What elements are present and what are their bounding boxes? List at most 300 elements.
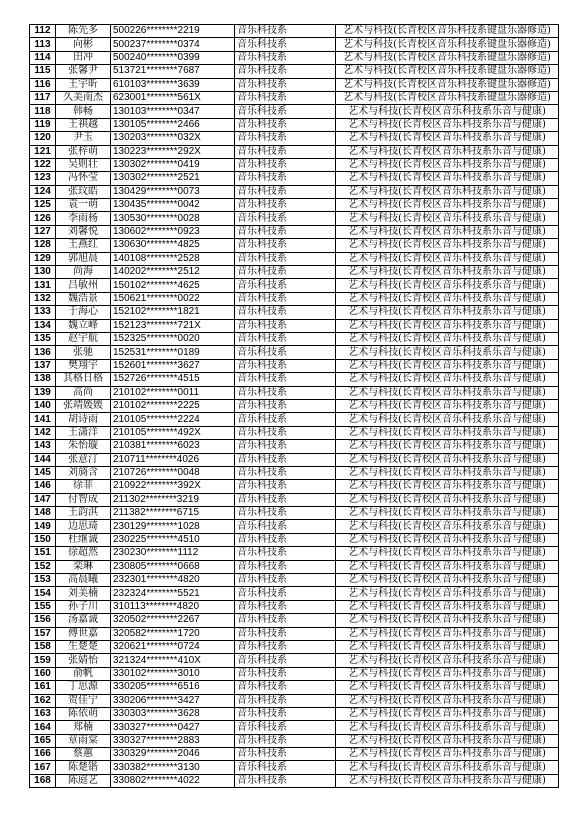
- department-cell: 音乐科技系: [235, 306, 336, 319]
- program-direction-cell: 艺术与科技(长青校区音乐科技系键盘乐器修造): [336, 25, 559, 38]
- student-name-cell: 贺佳宁: [56, 694, 111, 707]
- department-cell: 音乐科技系: [235, 346, 336, 359]
- row-number-cell: 117: [30, 91, 56, 104]
- program-direction-cell: 艺术与科技(长青校区音乐科技系乐音与健康): [336, 158, 559, 171]
- table-row: [30, 748, 559, 761]
- table-row: [30, 292, 559, 305]
- table-row: [30, 132, 559, 145]
- program-direction-cell: 艺术与科技(长青校区音乐科技系乐音与健康): [336, 614, 559, 627]
- student-name-cell: 吴则壮: [56, 158, 111, 171]
- id-number-cell: 152726********4515: [111, 373, 235, 386]
- table-row: [30, 51, 559, 64]
- row-number-cell: 153: [30, 574, 56, 587]
- program-direction-cell: 艺术与科技(长青校区音乐科技系乐音与健康): [336, 667, 559, 680]
- row-number-cell: 158: [30, 640, 56, 653]
- id-number-cell: 130103********0347: [111, 105, 235, 118]
- program-direction-cell: 艺术与科技(长青校区音乐科技系乐音与健康): [336, 587, 559, 600]
- program-direction-cell: 艺术与科技(长青校区音乐科技系乐音与健康): [336, 547, 559, 560]
- student-name-cell: 王宇昕: [56, 78, 111, 91]
- id-number-cell: 310113********4820: [111, 600, 235, 613]
- student-name-cell: 张馨尹: [56, 65, 111, 78]
- department-cell: 音乐科技系: [235, 480, 336, 493]
- program-direction-cell: 艺术与科技(长青校区音乐科技系乐音与健康): [336, 319, 559, 332]
- student-name-cell: 袁一萌: [56, 199, 111, 212]
- student-name-cell: 刘旖含: [56, 466, 111, 479]
- table-row: [30, 574, 559, 587]
- program-direction-cell: 艺术与科技(长青校区音乐科技系乐音与健康): [336, 654, 559, 667]
- table-row: [30, 627, 559, 640]
- student-name-cell: 李雨杨: [56, 212, 111, 225]
- department-cell: 音乐科技系: [235, 266, 336, 279]
- table-row: [30, 373, 559, 386]
- department-cell: 音乐科技系: [235, 654, 336, 667]
- student-name-cell: 俞帆: [56, 667, 111, 680]
- program-direction-cell: 艺术与科技(长青校区音乐科技系键盘乐器修造): [336, 91, 559, 104]
- row-number-cell: 126: [30, 212, 56, 225]
- student-name-cell: 高晨曦: [56, 574, 111, 587]
- id-number-cell: 130630********4825: [111, 239, 235, 252]
- student-name-cell: 丁思源: [56, 681, 111, 694]
- department-cell: 音乐科技系: [235, 453, 336, 466]
- id-number-cell: 610103********3639: [111, 78, 235, 91]
- department-cell: 音乐科技系: [235, 667, 336, 680]
- department-cell: 音乐科技系: [235, 681, 336, 694]
- id-number-cell: 210102********2225: [111, 399, 235, 412]
- id-number-cell: 321324********410X: [111, 654, 235, 667]
- id-number-cell: 210105********492X: [111, 426, 235, 439]
- student-name-cell: 郭旭晨: [56, 252, 111, 265]
- student-name-cell: 张驰: [56, 346, 111, 359]
- row-number-cell: 148: [30, 507, 56, 520]
- id-number-cell: 232301********4820: [111, 574, 235, 587]
- program-direction-cell: 艺术与科技(长青校区音乐科技系乐音与健康): [336, 533, 559, 546]
- department-cell: 音乐科技系: [235, 319, 336, 332]
- student-name-cell: 刘美楠: [56, 587, 111, 600]
- student-name-cell: 杜继诚: [56, 533, 111, 546]
- student-name-cell: 韩畅: [56, 105, 111, 118]
- program-direction-cell: 艺术与科技(长青校区音乐科技系乐音与健康): [336, 145, 559, 158]
- table-row: [30, 774, 559, 787]
- id-number-cell: 330303********3628: [111, 707, 235, 720]
- id-number-cell: 210381********6023: [111, 440, 235, 453]
- row-number-cell: 131: [30, 279, 56, 292]
- row-number-cell: 114: [30, 51, 56, 64]
- id-number-cell: 130429********0073: [111, 185, 235, 198]
- department-cell: 音乐科技系: [235, 614, 336, 627]
- row-number-cell: 167: [30, 761, 56, 774]
- student-name-cell: 张靖媛媛: [56, 399, 111, 412]
- row-number-cell: 154: [30, 587, 56, 600]
- program-direction-cell: 艺术与科技(长青校区音乐科技系乐音与健康): [336, 199, 559, 212]
- department-cell: 音乐科技系: [235, 761, 336, 774]
- department-cell: 音乐科技系: [235, 587, 336, 600]
- table-row: [30, 640, 559, 653]
- id-number-cell: 130302********2521: [111, 172, 235, 185]
- program-direction-cell: 艺术与科技(长青校区音乐科技系乐音与健康): [336, 172, 559, 185]
- table-row: [30, 507, 559, 520]
- student-name-cell: 蔡蕙: [56, 748, 111, 761]
- department-cell: 音乐科技系: [235, 413, 336, 426]
- department-cell: 音乐科技系: [235, 373, 336, 386]
- row-number-cell: 157: [30, 627, 56, 640]
- id-number-cell: 230230********1112: [111, 547, 235, 560]
- id-number-cell: 230225********4510: [111, 533, 235, 546]
- row-number-cell: 155: [30, 600, 56, 613]
- program-direction-cell: 艺术与科技(长青校区音乐科技系乐音与健康): [336, 306, 559, 319]
- table-row: [30, 466, 559, 479]
- row-number-cell: 125: [30, 199, 56, 212]
- student-name-cell: 傅世嘉: [56, 627, 111, 640]
- row-number-cell: 140: [30, 399, 56, 412]
- program-direction-cell: 艺术与科技(长青校区音乐科技系乐音与健康): [336, 266, 559, 279]
- student-name-cell: 田冲: [56, 51, 111, 64]
- department-cell: 音乐科技系: [235, 65, 336, 78]
- department-cell: 音乐科技系: [235, 38, 336, 51]
- table-row: [30, 734, 559, 747]
- program-direction-cell: 艺术与科技(长青校区音乐科技系键盘乐器修造): [336, 78, 559, 91]
- table-row: [30, 654, 559, 667]
- id-number-cell: 152102********1821: [111, 306, 235, 319]
- row-number-cell: 119: [30, 118, 56, 131]
- row-number-cell: 130: [30, 266, 56, 279]
- id-number-cell: 330329********2046: [111, 748, 235, 761]
- id-number-cell: 130435********0042: [111, 199, 235, 212]
- program-direction-cell: 艺术与科技(长青校区音乐科技系乐音与健康): [336, 225, 559, 238]
- department-cell: 音乐科技系: [235, 493, 336, 506]
- table-row: [30, 533, 559, 546]
- row-number-cell: 139: [30, 386, 56, 399]
- row-number-cell: 144: [30, 453, 56, 466]
- row-number-cell: 160: [30, 667, 56, 680]
- student-name-cell: 张婧怡: [56, 654, 111, 667]
- department-cell: 音乐科技系: [235, 694, 336, 707]
- id-number-cell: 152531********0189: [111, 346, 235, 359]
- department-cell: 音乐科技系: [235, 721, 336, 734]
- program-direction-cell: 艺术与科技(长青校区音乐科技系乐音与健康): [336, 480, 559, 493]
- table-row: [30, 346, 559, 359]
- student-name-cell: 孙子川: [56, 600, 111, 613]
- student-name-cell: 向彬: [56, 38, 111, 51]
- program-direction-cell: 艺术与科技(长青校区音乐科技系乐音与健康): [336, 185, 559, 198]
- student-name-cell: 栾琳: [56, 560, 111, 573]
- student-name-cell: 生楚楚: [56, 640, 111, 653]
- program-direction-cell: 艺术与科技(长青校区音乐科技系乐音与健康): [336, 132, 559, 145]
- program-direction-cell: 艺术与科技(长青校区音乐科技系键盘乐器修造): [336, 51, 559, 64]
- table-row: [30, 681, 559, 694]
- department-cell: 音乐科技系: [235, 118, 336, 131]
- department-cell: 音乐科技系: [235, 466, 336, 479]
- department-cell: 音乐科技系: [235, 560, 336, 573]
- student-name-cell: 徐超然: [56, 547, 111, 560]
- department-cell: 音乐科技系: [235, 547, 336, 560]
- department-cell: 音乐科技系: [235, 520, 336, 533]
- student-name-cell: 于海心: [56, 306, 111, 319]
- id-number-cell: 150102********4625: [111, 279, 235, 292]
- department-cell: 音乐科技系: [235, 145, 336, 158]
- student-name-cell: 陈依萌: [56, 707, 111, 720]
- id-number-cell: 330382********3130: [111, 761, 235, 774]
- student-name-cell: 王韵淇: [56, 507, 111, 520]
- id-number-cell: 130302********0419: [111, 158, 235, 171]
- table-row: [30, 332, 559, 345]
- row-number-cell: 136: [30, 346, 56, 359]
- student-name-cell: 魏浩景: [56, 292, 111, 305]
- department-cell: 音乐科技系: [235, 172, 336, 185]
- program-direction-cell: 艺术与科技(长青校区音乐科技系乐音与健康): [336, 748, 559, 761]
- table-row: [30, 158, 559, 171]
- student-name-cell: 陈楚锴: [56, 761, 111, 774]
- student-name-cell: 魏立峰: [56, 319, 111, 332]
- row-number-cell: 123: [30, 172, 56, 185]
- student-name-cell: 章雨棠: [56, 734, 111, 747]
- student-name-cell: 朱怡璇: [56, 440, 111, 453]
- department-cell: 音乐科技系: [235, 199, 336, 212]
- table-row: [30, 306, 559, 319]
- department-cell: 音乐科技系: [235, 386, 336, 399]
- row-number-cell: 146: [30, 480, 56, 493]
- program-direction-cell: 艺术与科技(长青校区音乐科技系乐音与健康): [336, 359, 559, 372]
- department-cell: 音乐科技系: [235, 507, 336, 520]
- table-row: [30, 560, 559, 573]
- department-cell: 音乐科技系: [235, 132, 336, 145]
- program-direction-cell: 艺术与科技(长青校区音乐科技系乐音与健康): [336, 466, 559, 479]
- department-cell: 音乐科技系: [235, 734, 336, 747]
- row-number-cell: 162: [30, 694, 56, 707]
- id-number-cell: 210922********392X: [111, 480, 235, 493]
- department-cell: 音乐科技系: [235, 292, 336, 305]
- table-row: [30, 266, 559, 279]
- table-row: [30, 426, 559, 439]
- row-number-cell: 149: [30, 520, 56, 533]
- program-direction-cell: 艺术与科技(长青校区音乐科技系乐音与健康): [336, 493, 559, 506]
- table-row: [30, 172, 559, 185]
- row-number-cell: 135: [30, 332, 56, 345]
- department-cell: 音乐科技系: [235, 279, 336, 292]
- program-direction-cell: 艺术与科技(长青校区音乐科技系乐音与健康): [336, 346, 559, 359]
- student-name-cell: 王潇洋: [56, 426, 111, 439]
- program-direction-cell: 艺术与科技(长青校区音乐科技系乐音与健康): [336, 239, 559, 252]
- student-name-cell: 边思琦: [56, 520, 111, 533]
- table-row: [30, 25, 559, 38]
- table-row: [30, 761, 559, 774]
- id-number-cell: 500237********0374: [111, 38, 235, 51]
- table-row: [30, 225, 559, 238]
- student-name-cell: 赵宇航: [56, 332, 111, 345]
- program-direction-cell: 艺术与科技(长青校区音乐科技系乐音与健康): [336, 774, 559, 787]
- id-number-cell: 320621********0724: [111, 640, 235, 653]
- department-cell: 音乐科技系: [235, 185, 336, 198]
- table-row: [30, 480, 559, 493]
- program-direction-cell: 艺术与科技(长青校区音乐科技系乐音与健康): [336, 426, 559, 439]
- program-direction-cell: 艺术与科技(长青校区音乐科技系乐音与健康): [336, 681, 559, 694]
- id-number-cell: 500226********2219: [111, 25, 235, 38]
- student-name-cell: 刘馨悦: [56, 225, 111, 238]
- table-row: [30, 38, 559, 51]
- program-direction-cell: 艺术与科技(长青校区音乐科技系乐音与健康): [336, 332, 559, 345]
- department-cell: 音乐科技系: [235, 239, 336, 252]
- student-name-cell: 久美南杰: [56, 91, 111, 104]
- department-cell: 音乐科技系: [235, 399, 336, 412]
- row-number-cell: 159: [30, 654, 56, 667]
- program-direction-cell: 艺术与科技(长青校区音乐科技系乐音与健康): [336, 520, 559, 533]
- id-number-cell: 130105********2466: [111, 118, 235, 131]
- table-row: [30, 239, 559, 252]
- row-number-cell: 113: [30, 38, 56, 51]
- table-row: [30, 145, 559, 158]
- row-number-cell: 152: [30, 560, 56, 573]
- student-name-cell: 冯怀莹: [56, 172, 111, 185]
- id-number-cell: 330327********0427: [111, 721, 235, 734]
- table-row: [30, 694, 559, 707]
- program-direction-cell: 艺术与科技(长青校区音乐科技系乐音与健康): [336, 627, 559, 640]
- department-cell: 音乐科技系: [235, 225, 336, 238]
- department-cell: 音乐科技系: [235, 105, 336, 118]
- student-name-cell: 张梓萌: [56, 145, 111, 158]
- row-number-cell: 138: [30, 373, 56, 386]
- id-number-cell: 623001********561X: [111, 91, 235, 104]
- department-cell: 音乐科技系: [235, 640, 336, 653]
- table-row: [30, 185, 559, 198]
- id-number-cell: 232324********5521: [111, 587, 235, 600]
- id-number-cell: 210726********0048: [111, 466, 235, 479]
- program-direction-cell: 艺术与科技(长青校区音乐科技系乐音与健康): [336, 640, 559, 653]
- program-direction-cell: 艺术与科技(长青校区音乐科技系乐音与健康): [336, 212, 559, 225]
- student-name-cell: 高尚: [56, 386, 111, 399]
- id-number-cell: 330102********3010: [111, 667, 235, 680]
- row-number-cell: 112: [30, 25, 56, 38]
- row-number-cell: 165: [30, 734, 56, 747]
- id-number-cell: 152325********0020: [111, 332, 235, 345]
- table-row: [30, 667, 559, 680]
- table-row: [30, 199, 559, 212]
- table-row: [30, 105, 559, 118]
- row-number-cell: 128: [30, 239, 56, 252]
- department-cell: 音乐科技系: [235, 426, 336, 439]
- program-direction-cell: 艺术与科技(长青校区音乐科技系乐音与健康): [336, 507, 559, 520]
- department-cell: 音乐科技系: [235, 51, 336, 64]
- row-number-cell: 120: [30, 132, 56, 145]
- id-number-cell: 513721********7687: [111, 65, 235, 78]
- table-row: [30, 252, 559, 265]
- program-direction-cell: 艺术与科技(长青校区音乐科技系乐音与健康): [336, 694, 559, 707]
- id-number-cell: 130203********032X: [111, 132, 235, 145]
- row-number-cell: 134: [30, 319, 56, 332]
- row-number-cell: 118: [30, 105, 56, 118]
- student-name-cell: 胡诗雨: [56, 413, 111, 426]
- table-row: [30, 721, 559, 734]
- student-name-cell: 樊翔宇: [56, 359, 111, 372]
- table-row: [30, 440, 559, 453]
- id-number-cell: 210105********2224: [111, 413, 235, 426]
- program-direction-cell: 艺术与科技(长青校区音乐科技系键盘乐器修造): [336, 65, 559, 78]
- department-cell: 音乐科技系: [235, 332, 336, 345]
- roster-body: [30, 25, 559, 788]
- row-number-cell: 142: [30, 426, 56, 439]
- table-row: [30, 547, 559, 560]
- program-direction-cell: 艺术与科技(长青校区音乐科技系键盘乐器修造): [336, 38, 559, 51]
- department-cell: 音乐科技系: [235, 707, 336, 720]
- row-number-cell: 127: [30, 225, 56, 238]
- department-cell: 音乐科技系: [235, 774, 336, 787]
- row-number-cell: 151: [30, 547, 56, 560]
- row-number-cell: 164: [30, 721, 56, 734]
- row-number-cell: 163: [30, 707, 56, 720]
- row-number-cell: 145: [30, 466, 56, 479]
- table-row: [30, 359, 559, 372]
- department-cell: 音乐科技系: [235, 252, 336, 265]
- department-cell: 音乐科技系: [235, 533, 336, 546]
- id-number-cell: 320502********2267: [111, 614, 235, 627]
- id-number-cell: 320582********1720: [111, 627, 235, 640]
- department-cell: 音乐科技系: [235, 627, 336, 640]
- id-number-cell: 140202********2512: [111, 266, 235, 279]
- row-number-cell: 124: [30, 185, 56, 198]
- row-number-cell: 116: [30, 78, 56, 91]
- id-number-cell: 330205********6516: [111, 681, 235, 694]
- id-number-cell: 130530********0028: [111, 212, 235, 225]
- department-cell: 音乐科技系: [235, 748, 336, 761]
- id-number-cell: 130602********0923: [111, 225, 235, 238]
- department-cell: 音乐科技系: [235, 212, 336, 225]
- row-number-cell: 121: [30, 145, 56, 158]
- program-direction-cell: 艺术与科技(长青校区音乐科技系乐音与健康): [336, 453, 559, 466]
- department-cell: 音乐科技系: [235, 440, 336, 453]
- table-row: [30, 386, 559, 399]
- department-cell: 音乐科技系: [235, 600, 336, 613]
- table-row: [30, 520, 559, 533]
- student-name-cell: 吕敏州: [56, 279, 111, 292]
- id-number-cell: 211302********3219: [111, 493, 235, 506]
- table-row: [30, 493, 559, 506]
- program-direction-cell: 艺术与科技(长青校区音乐科技系乐音与健康): [336, 399, 559, 412]
- id-number-cell: 152601********3627: [111, 359, 235, 372]
- table-row: [30, 453, 559, 466]
- student-name-cell: 陈先多: [56, 25, 111, 38]
- student-name-cell: 王燕红: [56, 239, 111, 252]
- department-cell: 音乐科技系: [235, 25, 336, 38]
- program-direction-cell: 艺术与科技(长青校区音乐科技系乐音与健康): [336, 373, 559, 386]
- student-name-cell: 陈庭艺: [56, 774, 111, 787]
- table-row: [30, 91, 559, 104]
- id-number-cell: 211382********6715: [111, 507, 235, 520]
- id-number-cell: 230129********1028: [111, 520, 235, 533]
- row-number-cell: 143: [30, 440, 56, 453]
- student-roster-table: [29, 24, 559, 788]
- program-direction-cell: 艺术与科技(长青校区音乐科技系乐音与健康): [336, 574, 559, 587]
- program-direction-cell: 艺术与科技(长青校区音乐科技系乐音与健康): [336, 105, 559, 118]
- row-number-cell: 156: [30, 614, 56, 627]
- student-name-cell: 汤嘉诚: [56, 614, 111, 627]
- table-row: [30, 600, 559, 613]
- id-number-cell: 210102********0011: [111, 386, 235, 399]
- department-cell: 音乐科技系: [235, 158, 336, 171]
- table-row: [30, 212, 559, 225]
- row-number-cell: 129: [30, 252, 56, 265]
- program-direction-cell: 艺术与科技(长青校区音乐科技系乐音与健康): [336, 600, 559, 613]
- department-cell: 音乐科技系: [235, 359, 336, 372]
- program-direction-cell: 艺术与科技(长青校区音乐科技系乐音与健康): [336, 118, 559, 131]
- table-row: [30, 118, 559, 131]
- row-number-cell: 141: [30, 413, 56, 426]
- program-direction-cell: 艺术与科技(长青校区音乐科技系乐音与健康): [336, 292, 559, 305]
- table-row: [30, 399, 559, 412]
- id-number-cell: 152123********721X: [111, 319, 235, 332]
- student-name-cell: 其格日格: [56, 373, 111, 386]
- row-number-cell: 147: [30, 493, 56, 506]
- program-direction-cell: 艺术与科技(长青校区音乐科技系乐音与健康): [336, 252, 559, 265]
- id-number-cell: 140108********2528: [111, 252, 235, 265]
- id-number-cell: 330206********3427: [111, 694, 235, 707]
